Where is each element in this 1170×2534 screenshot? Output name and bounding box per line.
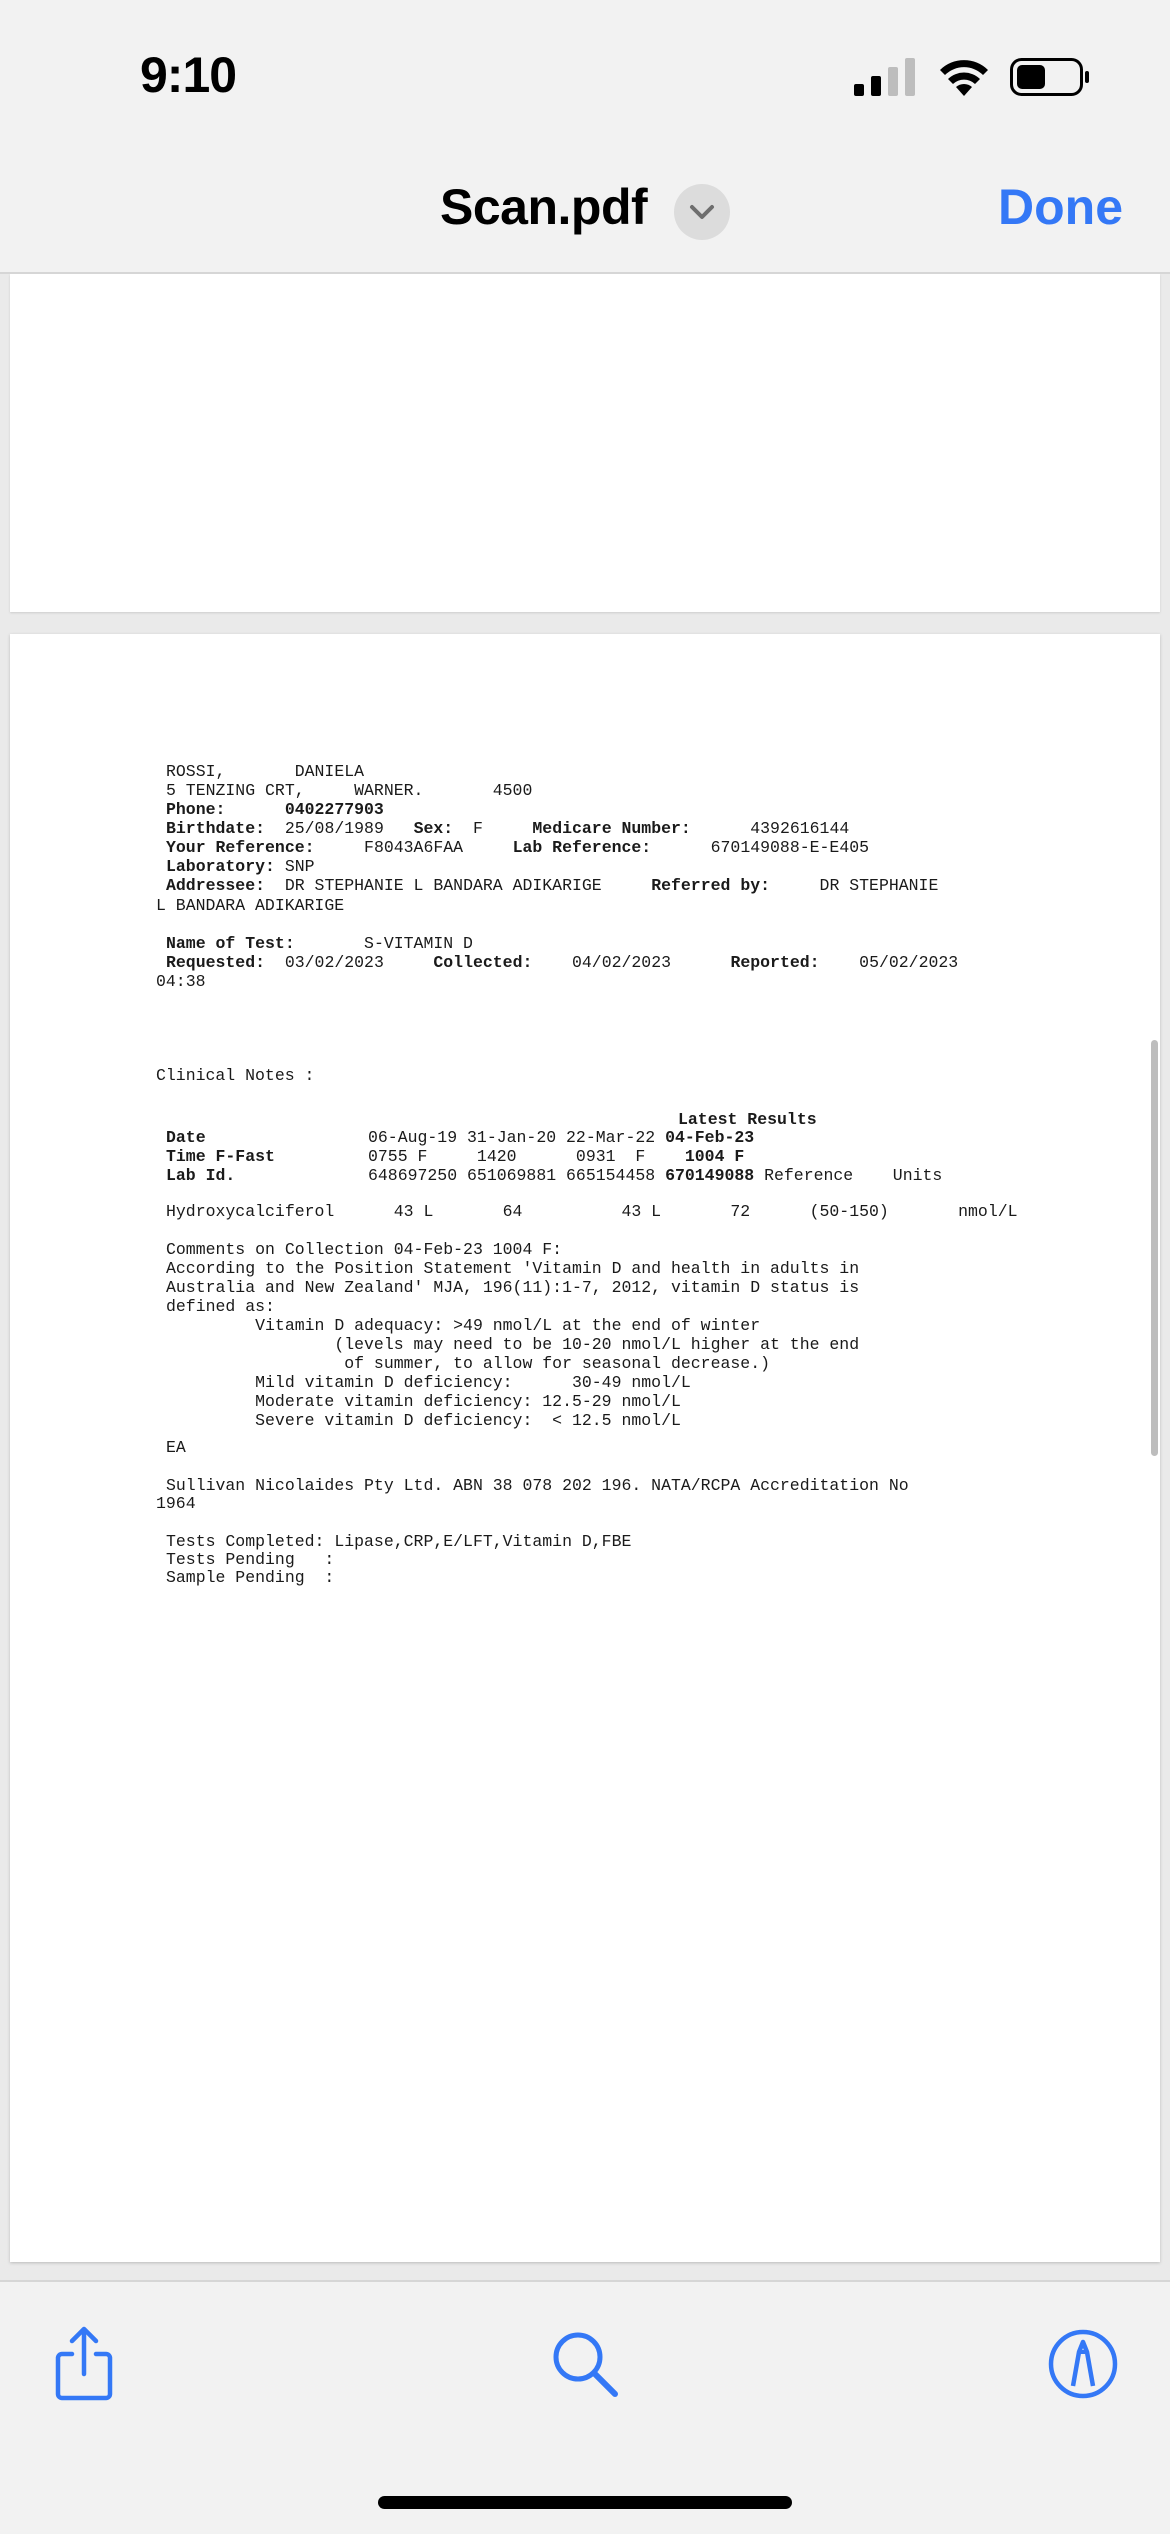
status-bar xyxy=(0,0,1170,140)
your-reference-label: Your Reference: xyxy=(166,838,315,857)
patient-address-line: 5 TENZING CRT, WARNER. 4500 xyxy=(166,781,533,800)
bottom-toolbar xyxy=(0,2280,1170,2534)
cellular-signal-icon xyxy=(854,58,916,96)
labid-row-label: Lab Id. xyxy=(166,1166,236,1185)
tests-completed: Tests Completed: Lipase,CRP,E/LFT,Vitamin D,FBE xyxy=(166,1532,632,1551)
addressee-value: DR STEPHANIE L BANDARA ADIKARIGE xyxy=(265,876,652,895)
collected-value: 04/02/2023 xyxy=(532,953,731,972)
search-icon[interactable] xyxy=(545,2324,625,2404)
navigation-bar xyxy=(0,140,1170,274)
collection-comments: Comments on Collection 04-Feb-23 1004 F: According to the Position Statement 'Vitamin D and health in adults in Australia and New Zealand' MJA, 196(11):1-7, 2012, vitamin D status is defined as: Vitamin D adequacy: >49 nmol/L at the end of winter (levels may need to be 10-20 nmol/L higher at the end of summer, to allow for seasonal decrease.) Mild vitamin D deficiency: 30-49 nmol/L Moderate vitamin deficiency: 12.5-29 nmol/L Severe vitamin D deficiency: < 12.5 nmol/L xyxy=(166,1240,860,1430)
document-title[interactable]: Scan.pdf xyxy=(440,179,648,235)
result-row-hydroxycalciferol: Hydroxycalciferol 43 L 64 43 L 72 (50-150) nmol/L xyxy=(166,1202,1018,1221)
latest-results-heading: Latest Results xyxy=(678,1110,817,1129)
sample-pending: Sample Pending : xyxy=(166,1568,335,1587)
scroll-indicator[interactable] xyxy=(1151,1040,1158,1456)
done-button[interactable]: Done xyxy=(998,179,1123,235)
sex-label: Sex: xyxy=(413,819,454,838)
pdf-page xyxy=(10,634,1160,2262)
patient-name-line: ROSSI, DANIELA xyxy=(166,762,365,781)
addressee-label: Addressee: xyxy=(166,876,266,895)
title-menu-button[interactable] xyxy=(674,184,730,240)
date-row-values: 06-Aug-19 31-Jan-20 22-Mar-22 xyxy=(368,1128,666,1147)
patient-header xyxy=(166,762,938,895)
date-row-latest: 04-Feb-23 xyxy=(665,1128,755,1147)
pdf-page-previous xyxy=(10,274,1160,612)
reported-label: Reported: xyxy=(730,953,820,972)
time-row-label: Time F-Fast xyxy=(166,1147,275,1166)
laboratory-label: Laboratory: xyxy=(166,857,275,876)
labid-row-reference-units: Reference Units xyxy=(754,1166,943,1185)
labid-row-values: 648697250 651069881 665154458 xyxy=(368,1166,666,1185)
time-row-values: 0755 F 1420 0931 F xyxy=(368,1147,685,1166)
addressee-continued: L BANDARA ADIKARIGE xyxy=(156,896,345,915)
date-row-label: Date xyxy=(166,1128,206,1147)
phone-line: Phone: 0402277903 xyxy=(166,800,384,819)
lab-reference-value: 670149088-E-E405 xyxy=(651,838,870,857)
requested-label: Requested: xyxy=(166,953,266,972)
reported-time: 04:38 xyxy=(156,972,206,991)
chevron-down-icon xyxy=(674,184,730,240)
home-indicator[interactable] xyxy=(378,2496,792,2509)
time-row-latest: 1004 F xyxy=(684,1147,745,1166)
birthdate-label: Birthdate: xyxy=(166,819,266,838)
results-table-header xyxy=(166,1128,942,1185)
birthdate-value: 25/08/1989 xyxy=(265,819,414,838)
medicare-value: 4392616144 xyxy=(690,819,850,838)
status-time: 9:10 xyxy=(140,47,237,103)
labid-row-latest: 670149088 xyxy=(665,1166,755,1185)
lab-reference-label: Lab Reference: xyxy=(512,838,652,857)
clinical-notes: Clinical Notes : xyxy=(156,1066,315,1085)
share-icon[interactable] xyxy=(44,2324,124,2404)
referred-by-value: DR STEPHANIE xyxy=(770,876,939,895)
test-name-value: S-VITAMIN D xyxy=(294,934,473,953)
markup-icon[interactable] xyxy=(1043,2324,1123,2404)
referred-by-label: Referred by: xyxy=(651,876,771,895)
test-info xyxy=(166,934,958,972)
laboratory-value: SNP xyxy=(274,857,315,876)
requested-value: 03/02/2023 xyxy=(265,953,434,972)
lab-footer-accreditation: 1964 xyxy=(156,1494,196,1513)
pdf-viewer[interactable] xyxy=(0,274,1170,2280)
sex-value: F xyxy=(453,819,533,838)
wifi-icon xyxy=(938,56,990,98)
your-reference-value: F8043A6FAA xyxy=(314,838,513,857)
test-name-label: Name of Test: xyxy=(166,934,295,953)
battery-icon xyxy=(1010,58,1090,96)
tests-pending: Tests Pending : xyxy=(166,1550,335,1569)
collected-label: Collected: xyxy=(433,953,533,972)
lab-footer: Sullivan Nicolaides Pty Ltd. ABN 38 078 202 196. NATA/RCPA Accreditation No xyxy=(166,1476,909,1495)
initials: EA xyxy=(166,1438,186,1457)
reported-value: 05/02/2023 xyxy=(819,953,959,972)
medicare-label: Medicare Number: xyxy=(532,819,691,838)
